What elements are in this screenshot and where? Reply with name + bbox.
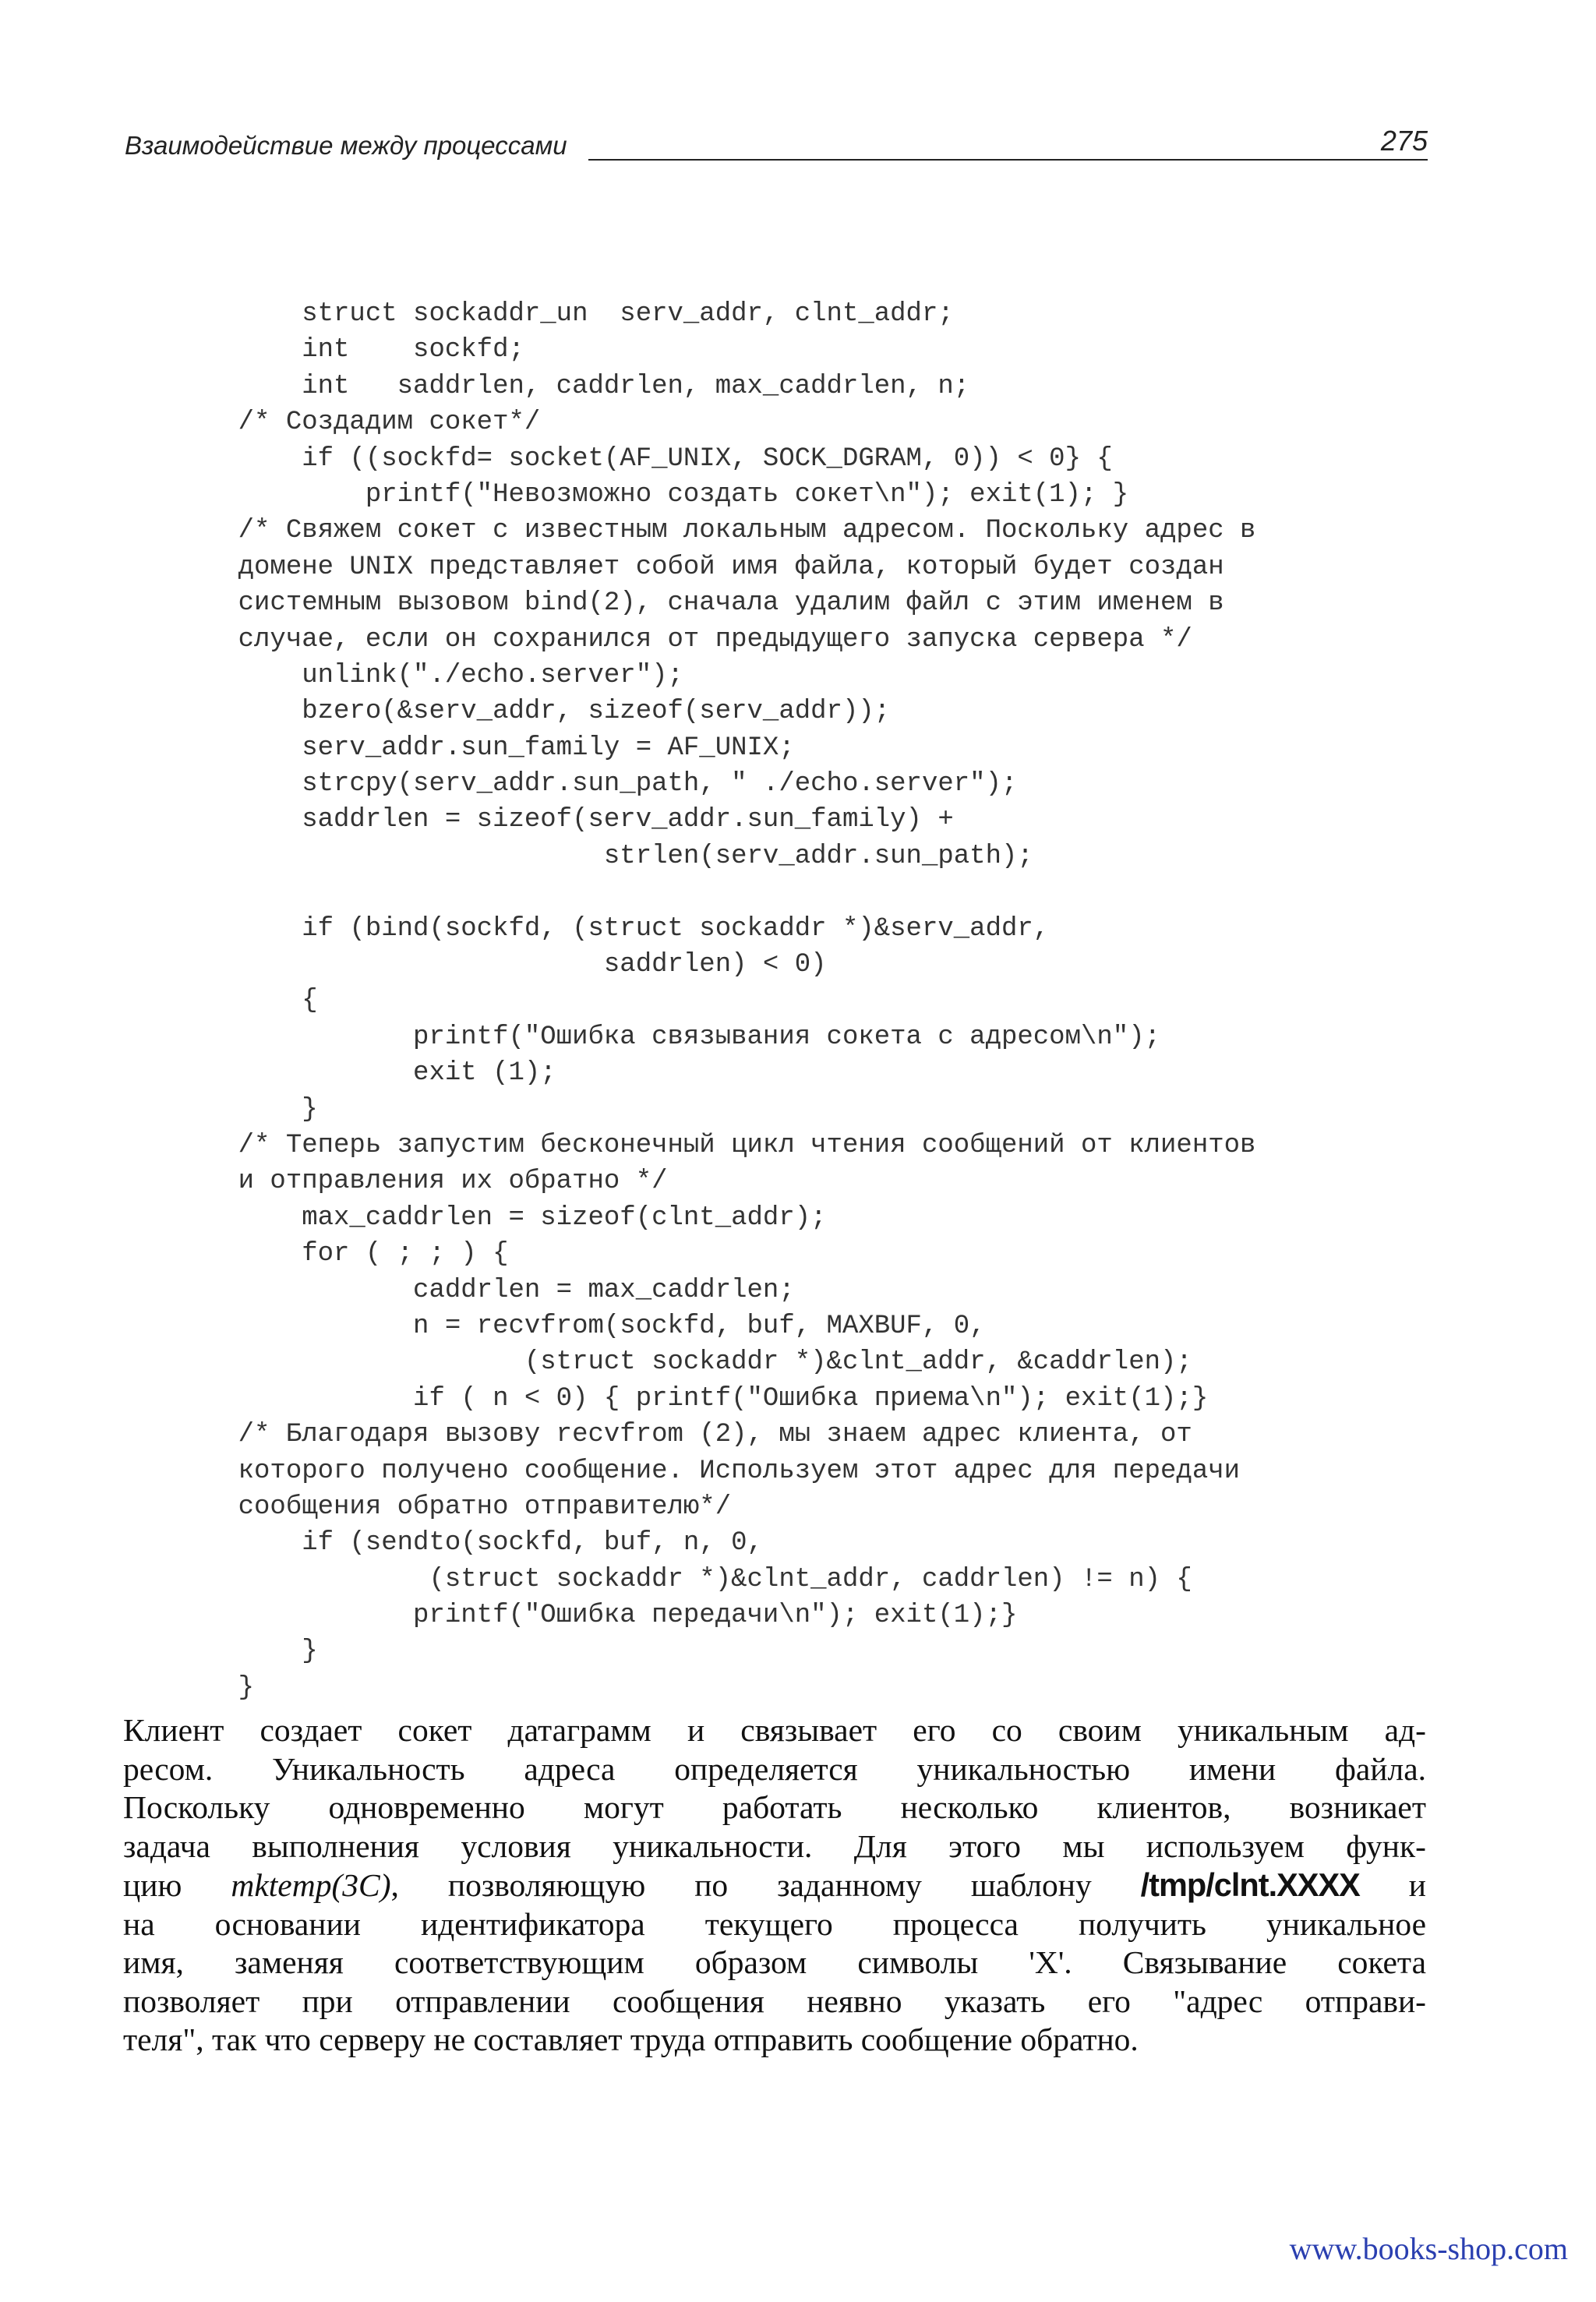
paragraph-text: цию (123, 1867, 231, 1903)
page-number: 275 (1380, 125, 1428, 157)
code-line: { (175, 986, 318, 1016)
paragraph-line: позволяет при отправлении сообщения неявно указать его "адрес отправи- (123, 1982, 1426, 2019)
code-line: saddrlen = sizeof(serv_addr.sun_family) + (175, 805, 954, 835)
code-line: int saddrlen, caddrlen, max_caddrlen, n; (175, 371, 970, 401)
code-line: caddrlen = max_caddrlen; (175, 1275, 795, 1305)
code-line: if (sendto(sockfd, buf, n, 0, (175, 1528, 763, 1559)
code-line: (struct sockaddr *)&clnt_addr, &caddrlen); (175, 1347, 1192, 1378)
code-line: if ( n < 0) { printf("Ошибка приема\n"); exit(1);} (175, 1383, 1209, 1414)
running-header (125, 118, 1428, 167)
code-line: printf("Ошибка связывания сокета с адресом\n"); (175, 1022, 1161, 1052)
code-line: n = recvfrom(sockfd, buf, MAXBUF, 0, (175, 1311, 986, 1341)
code-line: strlen(serv_addr.sun_path); (175, 841, 1033, 871)
code-line: домене UNIX представляет собой имя файла, который будет создан (175, 552, 1224, 582)
code-line: max_caddrlen = sizeof(clnt_addr); (175, 1202, 827, 1233)
paragraph-line: ресом. Уникальность адреса определяется уникальностью имени файла. (123, 1750, 1426, 1787)
paragraph-line: теля", так что серверу не составляет труда отправить сообщение обратно. (123, 2021, 1139, 2057)
code-listing (175, 296, 1437, 1706)
code-line: int sockfd; (175, 335, 524, 365)
code-line: и отправления их обратно */ (175, 1167, 668, 1197)
code-line: if (bind(sockfd, (struct sockaddr *)&serv_addr, (175, 913, 1050, 944)
code-line: saddrlen) < 0) (175, 950, 827, 980)
code-line (175, 874, 1437, 910)
code-line: printf("Ошибка передачи\n"); exit(1);} (175, 1601, 1018, 1631)
code-line: for ( ; ; ) { (175, 1239, 509, 1269)
code-line: } (175, 1094, 318, 1125)
function-reference: mktemp(3C) (231, 1867, 391, 1903)
code-line: /* Создадим сокет*/ (175, 408, 541, 438)
paragraph-text: и (1359, 1867, 1426, 1903)
paragraph-text: , позволяющую по заданному шаблону (390, 1867, 1141, 1903)
code-line: /* Теперь запустим бесконечный цикл чтения сообщений от клиентов (175, 1130, 1256, 1160)
code-line: strcpy(serv_addr.sun_path, " ./echo.server"); (175, 769, 1018, 800)
paragraph-line (123, 1866, 1426, 1905)
code-line: сообщения обратно отправителю*/ (175, 1492, 732, 1522)
file-template: /tmp/clnt.XXXX (1140, 1866, 1360, 1903)
code-line: struct sockaddr_un serv_addr, clnt_addr; (175, 299, 954, 329)
code-line: /* Благодаря вызову recvfrom (2), мы знаем адрес клиента, от (175, 1420, 1192, 1450)
chapter-title: Взаимодействие между процессами (125, 131, 567, 160)
code-line: printf("Невозможно создать сокет\n"); exit(1); } (175, 479, 1129, 510)
code-line: системным вызовом bind(2), сначала удалим файл с этим именем в (175, 588, 1224, 619)
code-line: exit (1); (175, 1058, 556, 1089)
paragraph-line: имя, заменяя соответствующим образом символы 'X'. Связывание сокета (123, 1944, 1426, 1980)
paragraph-line: на основании идентификатора текущего процесса получить уникальное (123, 1905, 1426, 1942)
header-rule (588, 159, 1428, 161)
code-line: /* Свяжем сокет с известным локальным адресом. Поскольку адрес в (175, 516, 1256, 546)
code-line: serv_addr.sun_family = AF_UNIX; (175, 733, 795, 763)
paragraph-line: Клиент создает сокет датаграмм и связывает его со своим уникальным ад- (123, 1712, 1426, 1748)
code-line: } (175, 1672, 255, 1703)
code-line: (struct sockaddr *)&clnt_addr, caddrlen) != n) { (175, 1564, 1192, 1594)
footer-link[interactable]: www.books-shop.com (1289, 2231, 1568, 2266)
code-line: случае, если он сохранился от предыдущего запуска сервера */ (175, 624, 1192, 655)
code-line: bzero(&serv_addr, sizeof(serv_addr)); (175, 697, 891, 727)
code-line: которого получено сообщение. Используем этот адрес для передачи (175, 1456, 1241, 1486)
code-line: unlink("./echo.server"); (175, 660, 683, 690)
code-line: } (175, 1636, 318, 1667)
code-line: if ((sockfd= socket(AF_UNIX, SOCK_DGRAM, 0)) < 0} { (175, 443, 1113, 474)
paragraph-line: Поскольку одновременно могут работать несколько клиентов, возникает (123, 1789, 1426, 1825)
paragraph-line: задача выполнения условия уникальности. Для этого мы используем функ- (123, 1827, 1426, 1864)
body-paragraph (123, 1711, 1426, 2060)
